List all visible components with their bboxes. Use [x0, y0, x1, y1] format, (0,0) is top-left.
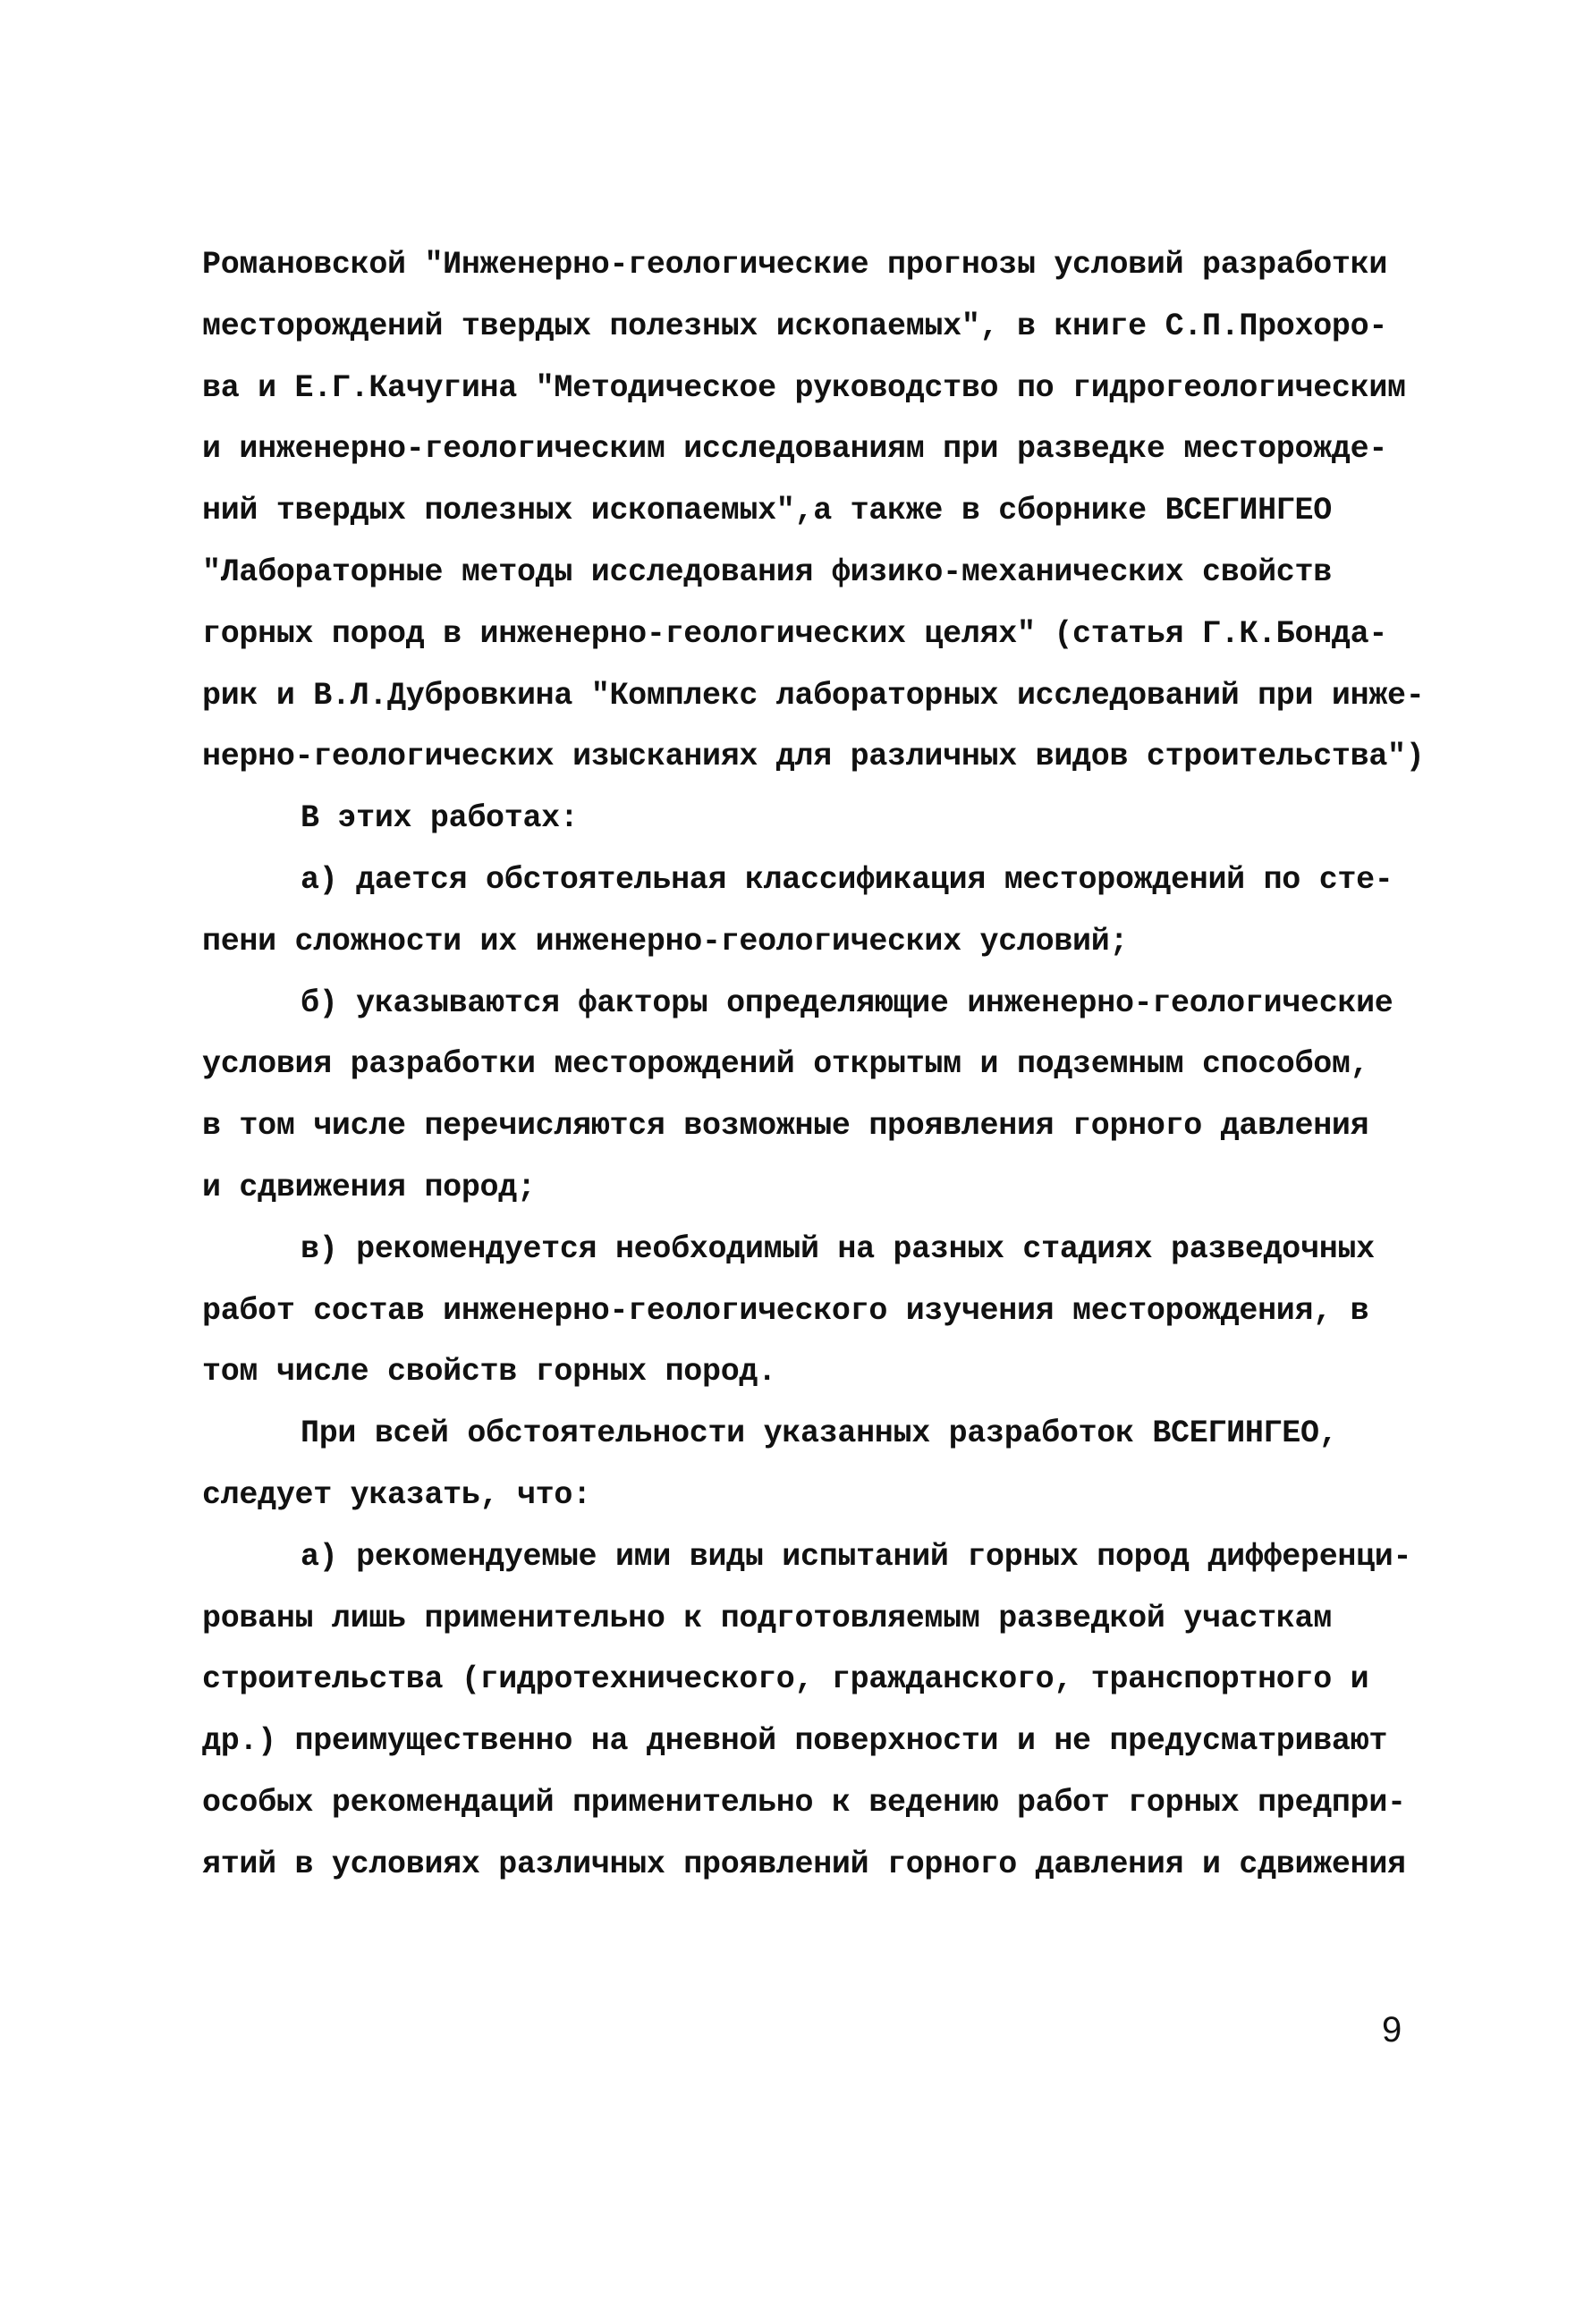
text-line: ва и Е.Г.Качугина "Методическое руководство по гидрогеологическим: [202, 369, 1406, 406]
text-line: строительства (гидротехнического, гражданского, транспортного и: [202, 1661, 1369, 1698]
text-line: горных пород в инженерно-геологических целях" (статья Г.К.Бонда-: [202, 615, 1388, 652]
list-item-c-line: в) рекомендуется необходимый на разных стадиях разведочных: [301, 1230, 1375, 1267]
text-line: следует указать, что:: [202, 1476, 591, 1513]
list-item-a-line: а) рекомендуемые ими виды испытаний горных пород дифференци-: [301, 1538, 1412, 1575]
text-line: условия разработки месторождений открытым и подземным способом,: [202, 1046, 1369, 1083]
paragraph-start-line: В этих работах:: [301, 800, 579, 837]
text-line: и инженерно-геологическим исследованиям при разведке месторожде-: [202, 431, 1388, 468]
body-text: [202, 234, 1454, 1896]
text-line: рованы лишь применительно к подготовляемым разведкой участкам: [202, 1600, 1332, 1636]
text-line: том числе свойств горных пород.: [202, 1354, 776, 1390]
list-item-b-line: б) указываются факторы определяющие инженерно-геологические: [301, 985, 1393, 1021]
paragraph-start-line: При всей обстоятельности указанных разработок ВСЕГИНГЕО,: [301, 1416, 1338, 1452]
text-line: и сдвижения пород;: [202, 1169, 536, 1205]
text-line: Романовской "Инженерно-геологические прогнозы условий разработки: [202, 247, 1388, 283]
text-line: в том числе перечисляются возможные проявления горного давления: [202, 1108, 1369, 1145]
text-line: ятий в условиях различных проявлений горного давления и сдвижения: [202, 1846, 1406, 1882]
text-line: пени сложности их инженерно-геологических условий;: [202, 923, 1129, 959]
text-line: особых рекомендаций применительно к ведению работ горных предпри-: [202, 1784, 1406, 1821]
list-item-a-line: а) дается обстоятельная классификация месторождений по сте-: [301, 861, 1393, 898]
page-number: 9: [1382, 2010, 1402, 2049]
text-line: работ состав инженерно-геологического изучения месторождения, в: [202, 1292, 1369, 1329]
text-line: нерно-геологических изысканиях для различных видов строительства"): [202, 739, 1425, 775]
text-line: др.) преимущественно на дневной поверхности и не предусматривают: [202, 1723, 1388, 1760]
text-line: рик и В.Л.Дубровкина "Комплекс лабораторных исследований при инже-: [202, 677, 1425, 714]
text-line: месторождений твердых полезных ископаемых", в книге С.П.Прохоро-: [202, 308, 1388, 344]
text-line: ний твердых полезных ископаемых",а также в сборнике ВСЕГИНГЕО: [202, 493, 1332, 529]
text-line: "Лабораторные методы исследования физико-механических свойств: [202, 554, 1332, 590]
